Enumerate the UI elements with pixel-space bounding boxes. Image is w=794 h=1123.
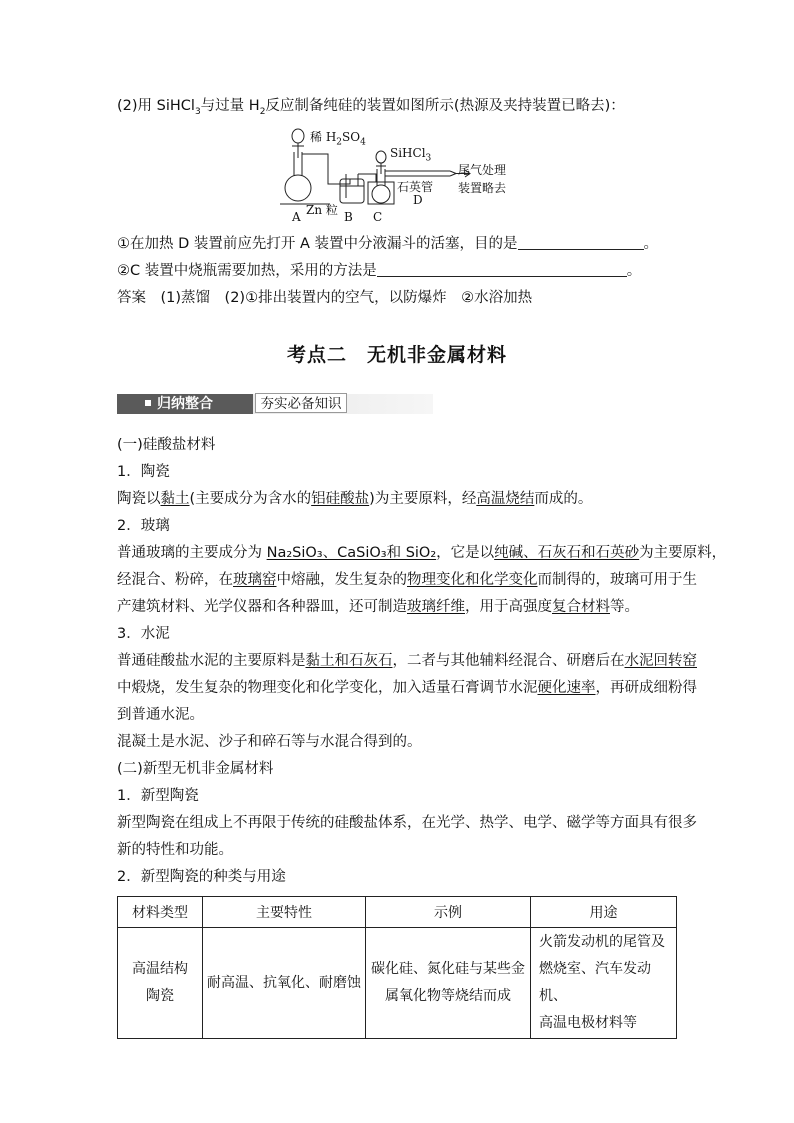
cell-example: 碳化硅、氮化硅与某些金 属氧化物等烧结而成 [366,928,531,1039]
answer-blank-2[interactable] [377,262,627,277]
sub-glass: 2．玻璃 [117,518,170,534]
para-new-ceramic-1: 新型陶瓷在组成上不再限于传统的硅酸盐体系，在光学、热学、电学、磁学等方面具有很多 [117,815,697,831]
cell-type: 高温结构 陶瓷 [118,928,203,1039]
question-2-intro: (2)用 SiHCl$_3$与过量 $H_2$反应制备纯硅的装置如图所示(热源及夹持装置已略去)： [117,98,625,117]
sub-ceramic-types: 2．新型陶瓷的种类与用途 [117,869,286,885]
heading-silicate: (一)硅酸盐材料 [117,437,216,453]
label-b: B [344,210,353,224]
table-row [118,928,677,1039]
answer-blank-1[interactable] [518,235,644,250]
tail-gas-label-2: 装置略去 [458,181,507,195]
para-cement-2: 中煅烧，发生复杂的物理变化和化学变化，加入适量石膏调节水泥硬化速率，再研成细粉得 [117,680,697,696]
ceramic-table [117,896,677,1039]
sihcl3-label: SiHCl$_3$ [390,146,432,164]
quartz-tube-label: 石英管 [397,180,434,194]
para-cement-3: 到普通水泥。 [117,707,204,723]
header-feature: 主要特性 [203,897,366,928]
cell-feature: 耐高温、抗氧化、耐磨蚀 [203,928,366,1039]
section-title: 考点二 无机非金属材料 [286,344,507,366]
para-cement-1: 普通硅酸盐水泥的主要原料是黏土和石灰石，二者与其他辅料经混合、研磨后在水泥回转窑 [117,653,697,669]
label-a: A [292,210,301,224]
sub-cement: 3．水泥 [117,626,170,642]
sub-new-ceramic: 1．新型陶瓷 [117,788,199,804]
banner-left: 归纳整合 [117,394,253,414]
section-banner [117,392,433,416]
tail-gas-label-1: 尾气处理 [458,163,507,177]
para-concrete: 混凝土是水泥、沙子和碎石等与水混合得到的。 [117,734,422,750]
para-glass-2: 经混合、粉碎，在玻璃窑中熔融，发生复杂的物理变化和化学变化而制得的，玻璃可用于生 [117,572,697,588]
answer-line: 答案 (1)蒸馏 (2)①排出装置内的空气，以防爆炸 ②水浴加热 [117,290,533,306]
header-example: 示例 [366,897,531,928]
para-new-ceramic-2: 新的特性和功能。 [117,842,233,858]
label-d: D [413,193,423,207]
header-use: 用途 [531,897,677,928]
zn-label: Zn 粒 [306,203,338,217]
question-2-2: ②C 装置中烧瓶需要加热，采用的方法是 。 [117,263,642,279]
apparatus-figure [280,124,520,224]
question-2-1: ①在加热 D 装置前应先打开 A 装置中分液漏斗的活塞，目的是 。 [117,236,659,252]
square-bullet-icon [145,400,151,406]
para-glass-3: 产建筑材料、光学仪器和各种器皿，还可制造玻璃纤维，用于高强度复合材料等。 [117,599,639,615]
cell-use: 火箭发动机的尾管及 燃烧室、汽车发动机、 高温电极材料等 [531,928,677,1039]
sub-ceramic: 1．陶瓷 [117,464,170,480]
acid-label: 稀 $H_2SO_4$ [310,130,366,148]
heading-new-materials: (二)新型无机非金属材料 [117,761,274,777]
header-type: 材料类型 [118,897,203,928]
label-c: C [373,210,383,224]
para-ceramic: 陶瓷以黏土(主要成分为含水的铝硅酸盐)为主要原料，经高温烧结而成的。 [117,491,593,507]
banner-right: 夯实必备知识 [255,393,347,413]
para-glass-1: 普通玻璃的主要成分为 Na₂SiO₃、CaSiO₃和 SiO₂，它是以纯碱、石灰石和石英砂为主要原料， [117,545,727,561]
table-header-row [118,897,677,928]
